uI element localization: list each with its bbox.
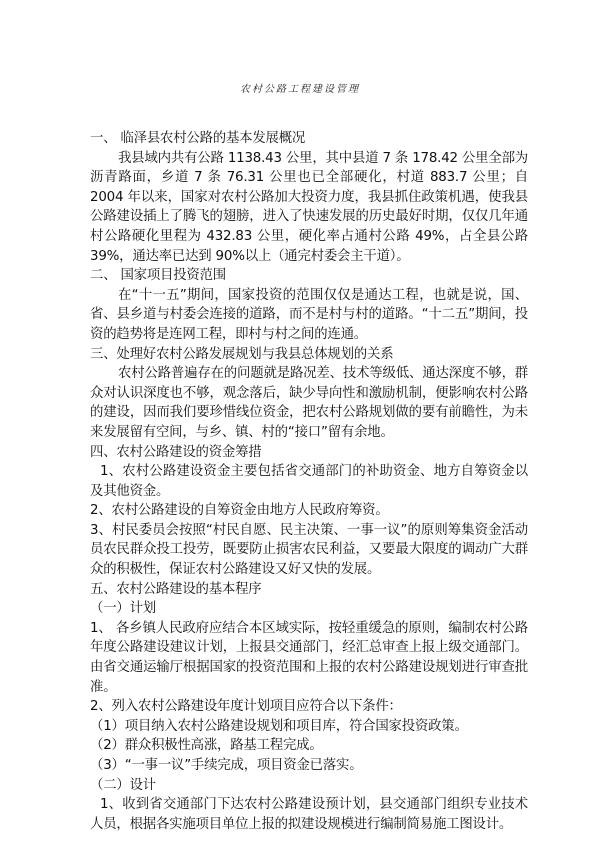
paragraph-design-1: 1、收到省交通部门下达农村公路建设预计划，县交通部门组织专业技术人员，根据各实施项目单位上报的拟建设规模进行编制简易施工图设计。 [90, 797, 528, 832]
paragraph-overview: 我县域内共有公路 1138.43 公里，其中县道 7 条 178.42 公里全部为沥青路面，乡道 7 条 76.31 公里也已全部硬化，村道 883.7 公里；自 2004 年以来，国家对农村公路加大投资力度，我县抓住政策机遇，使我县公路建设插上了腾飞的翅膀，进入了快速发展的历史最好时期，仅仅几年通村公路硬化里程为 432.83 公里，硬化率占通村公路 49%，占全县公路 39%，通达率已达到 90%以上（通完村委会主干道）。 [90, 150, 528, 264]
paragraph-condition-2: （2）群众积极性高涨，路基工程完成。 [90, 738, 323, 754]
subsection-heading-plan: （一）计划 [90, 601, 156, 617]
paragraph-funding-1: 1、农村公路建设资金主要包括省交通部门的补助资金、地方自筹资金以及其他资金。 [90, 464, 528, 499]
paragraph-plan-2: 2、列入农村公路建设年度计划项目应符合以下条件： [90, 699, 402, 715]
section-heading-1: 一、 临泽县农村公路的基本发展概况 [90, 131, 306, 146]
section-heading-4: 四、农村公路建设的资金筹措 [90, 444, 262, 460]
paragraph-planning-relation: 农村公路普遍存在的问题就是路况差、技术等级低、通达深度不够，群众对认识深度也不够，观念落后，缺少导向性和激励机制，便影响农村公路的建设，因而我们要珍惜线位资金，把农村公路规划做的要有前瞻性，为未来发展留有空间，与乡、镇、村的“接口”留有余地。 [90, 366, 528, 440]
section-heading-3: 三、处理好农村公路发展规划与我县总体规划的关系 [90, 346, 394, 362]
paragraph-investment-scope: 在“十一五”期间，国家投资的范围仅仅是通达工程，也就是说，国、省、县乡道与村委会连接的道路，而不是村与村的道路。“十二五”期间，投资的趋势将是连网工程，即村与村之间的连通。 [90, 287, 528, 342]
document-title: 农村公路工程建设管理 [240, 84, 360, 95]
subsection-heading-design: （二）设计 [90, 777, 156, 793]
section-heading-5: 五、农村公路建设的基本程序 [90, 581, 262, 597]
section-heading-2: 二、 国家项目投资范围 [90, 268, 226, 284]
paragraph-plan-1: 1、 各乡镇人民政府应结合本区域实际，按轻重缓急的原则，编制农村公路年度公路建设建议计划，上报县交通部门，经汇总审查上报上级交通部门。由省交通运输厅根据国家的投资范围和上报的农村公路建设规划进行审查批准。 [90, 620, 528, 695]
paragraph-condition-3: （3）“一事一议”手续完成，项目资金已落实。 [90, 758, 363, 773]
paragraph-condition-1: （1）项目纳入农村公路建设规划和项目库，符合国家投资政策。 [90, 718, 468, 734]
paragraph-funding-3: 3、村民委员会按照“村民自愿、民主决策、一事一议”的原则筹集资金活动员农民群众投工投劳，既要防止损害农民利益，又要最大限度的调动广大群众的积极性，保证农村公路建设又好又快的发展。 [90, 522, 528, 578]
paragraph-funding-2: 2、农村公路建设的自筹资金由地方人民政府筹资。 [90, 503, 389, 519]
document-body [90, 129, 528, 834]
